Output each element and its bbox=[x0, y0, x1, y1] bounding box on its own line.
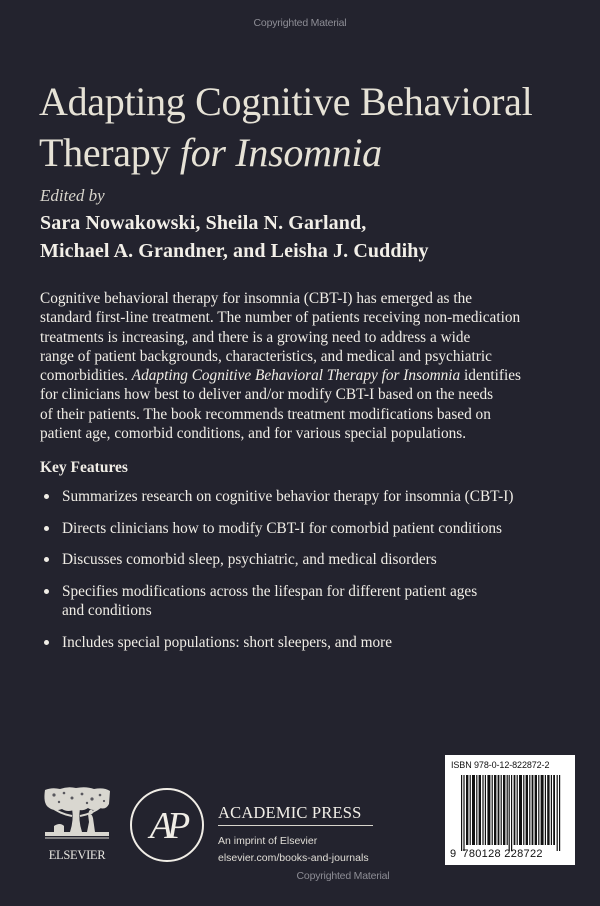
description-line bbox=[40, 366, 600, 385]
description-line: patient age, comorbid conditions, and for various special populations. bbox=[40, 425, 467, 443]
isbn-label: ISBN 978-0-12-822872-2 bbox=[451, 760, 550, 770]
svg-text:AP: AP bbox=[149, 805, 185, 847]
description-line: range of patient backgrounds, characteristics, and medical and psychiatric bbox=[40, 347, 492, 365]
elsevier-tree-icon bbox=[42, 786, 112, 846]
description-line: for clinicians how best to deliver and/or modify CBT-I based on the needs bbox=[40, 386, 494, 404]
feature-item bbox=[40, 550, 580, 569]
title-line-1: Adapting Cognitive Behavioral bbox=[39, 79, 533, 124]
description-line: of their patients. The book recommends treatment modifications based on bbox=[40, 405, 491, 423]
description-text: identifies bbox=[460, 367, 521, 385]
barcode-digit-lead: 9 bbox=[450, 848, 457, 860]
bullet-icon bbox=[44, 526, 49, 531]
bullet-icon bbox=[44, 494, 49, 499]
feature-text: Summarizes research on cognitive behavior therapy for insomnia (CBT-I) bbox=[62, 488, 514, 505]
title-line-2-italic: for Insomnia bbox=[179, 130, 382, 175]
edited-by-label: Edited by bbox=[40, 186, 105, 205]
book-title bbox=[39, 76, 532, 178]
title-line-2-regular: Therapy bbox=[39, 130, 180, 175]
copyright-watermark-bottom: Copyrighted Material bbox=[296, 870, 390, 882]
feature-text: Directs clinicians how to modify CBT-I for comorbid patient conditions bbox=[62, 519, 502, 537]
imprint-info bbox=[218, 833, 369, 867]
elsevier-logo bbox=[42, 786, 112, 872]
barcode-bars-icon bbox=[461, 775, 561, 851]
bullet-icon bbox=[44, 589, 49, 594]
feature-text: Discusses comorbid sleep, psychiatric, and medical disorders bbox=[62, 551, 437, 569]
feature-item bbox=[40, 487, 580, 506]
barcode-digit-group-2: 228722 bbox=[504, 848, 543, 860]
publisher-url: elsevier.com/books-and-journals bbox=[218, 852, 369, 864]
feature-item bbox=[40, 633, 580, 652]
book-description bbox=[40, 289, 600, 443]
feature-text: Specifies modifications across the lifespan for different patient ages bbox=[62, 582, 478, 600]
key-features-list bbox=[40, 487, 580, 664]
feature-item bbox=[40, 519, 580, 538]
key-features-heading: Key Features bbox=[40, 459, 128, 476]
copyright-watermark-top: Copyrighted Material bbox=[253, 17, 347, 29]
bullet-icon bbox=[44, 557, 49, 562]
imprint-line: An imprint of Elsevier bbox=[218, 835, 318, 847]
editors-line-2: Michael A. Grandner, and Leisha J. Cuddihy bbox=[40, 240, 429, 262]
description-line: standard first-line treatment. The number of patients receiving non-medication bbox=[40, 309, 521, 327]
editors-line-1: Sara Nowakowski, Sheila N. Garland, bbox=[40, 212, 367, 234]
title-line-2 bbox=[39, 127, 532, 178]
elsevier-wordmark: ELSEVIER bbox=[48, 848, 106, 862]
feature-item bbox=[40, 582, 580, 621]
description-book-title-italic: Adapting Cognitive Behavioral Therapy for Insomnia bbox=[131, 367, 461, 385]
barcode-digits bbox=[450, 848, 543, 860]
editors-list bbox=[40, 209, 429, 265]
academic-press-divider bbox=[218, 825, 373, 826]
description-text: comorbidities. bbox=[40, 367, 132, 385]
academic-press-name: ACADEMIC PRESS bbox=[218, 803, 362, 822]
description-line: Cognitive behavioral therapy for insomnia (CBT-I) has emerged as the bbox=[40, 290, 473, 307]
feature-text: and conditions bbox=[62, 602, 152, 620]
feature-text: Includes special populations: short sleepers, and more bbox=[62, 633, 393, 651]
barcode-digit-group-1: 780128 bbox=[462, 848, 501, 860]
isbn-barcode bbox=[445, 755, 575, 865]
description-line: treatments is increasing, and there is a growing need to address a wide bbox=[40, 328, 471, 346]
academic-press-monogram-icon bbox=[129, 787, 205, 863]
bullet-icon bbox=[44, 640, 49, 645]
